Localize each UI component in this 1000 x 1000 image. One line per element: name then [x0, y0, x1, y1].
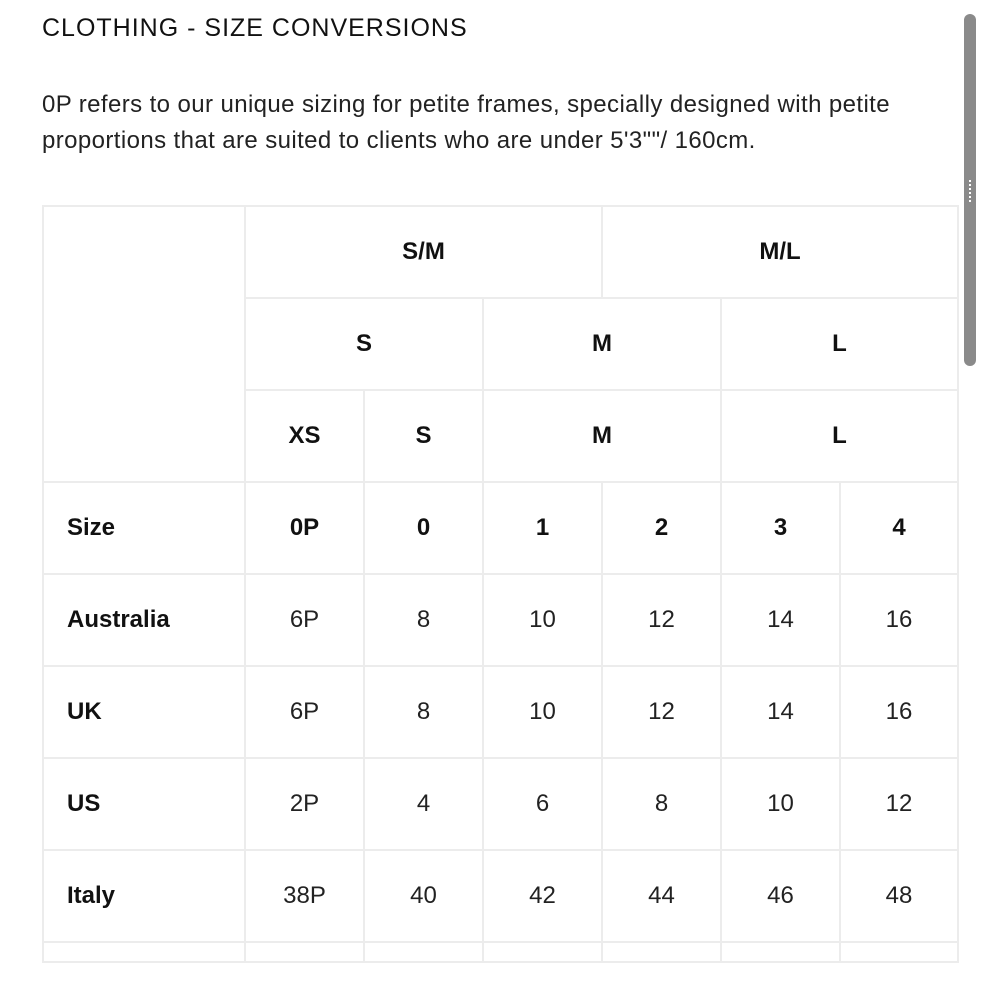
row-label: Size [43, 482, 245, 574]
corner-empty-cell [43, 206, 245, 482]
table-cell: 4 [364, 758, 483, 850]
table-cell: 12 [840, 758, 958, 850]
size-number-cell: 0 [364, 482, 483, 574]
size-number-cell: 3 [721, 482, 840, 574]
page-title: CLOTHING - SIZE CONVERSIONS [42, 14, 468, 42]
size-number-row [43, 482, 958, 574]
petite-sizing-description: 0P refers to our unique sizing for petite frames, specially designed with petite proportions that are suited to clients who are under 5'3""/ 160cm. [42, 91, 890, 154]
size-header-cell: L [721, 298, 958, 390]
group-header-cell: S/M [245, 206, 602, 298]
size-number-cell: 0P [245, 482, 364, 574]
group-header-row [43, 206, 958, 298]
size-subheader-cell: M [483, 390, 721, 482]
size-number-cell: 4 [840, 482, 958, 574]
size-subheader-cell: L [721, 390, 958, 482]
row-label: US [43, 758, 245, 850]
table-row-partial [43, 942, 958, 962]
table-cell: 2P [245, 758, 364, 850]
table-cell: 44 [602, 850, 721, 942]
table-row-italy [43, 850, 958, 942]
table-cell: 38P [245, 850, 364, 942]
table-cell: 10 [721, 758, 840, 850]
table-cell [245, 942, 364, 962]
table-cell: 48 [840, 850, 958, 942]
table-cell [483, 942, 602, 962]
table-row-us [43, 758, 958, 850]
row-label: Australia [43, 574, 245, 666]
table-row-uk [43, 666, 958, 758]
table-cell: 46 [721, 850, 840, 942]
table-cell [602, 942, 721, 962]
table-cell: 8 [602, 758, 721, 850]
table-cell: 6P [245, 666, 364, 758]
table-cell: 6P [245, 574, 364, 666]
table-cell: 14 [721, 666, 840, 758]
size-subheader-cell: XS [245, 390, 364, 482]
table-cell: 12 [602, 574, 721, 666]
table-cell: 14 [721, 574, 840, 666]
group-header-cell: M/L [602, 206, 958, 298]
size-number-cell: 1 [483, 482, 602, 574]
size-subheader-cell: S [364, 390, 483, 482]
table-cell: 10 [483, 574, 602, 666]
table-cell: 10 [483, 666, 602, 758]
table-cell: 8 [364, 574, 483, 666]
table-cell: 12 [602, 666, 721, 758]
table-cell [840, 942, 958, 962]
table-cell [721, 942, 840, 962]
size-header-cell: M [483, 298, 721, 390]
row-label: Italy [43, 850, 245, 942]
table-cell: 16 [840, 574, 958, 666]
size-number-cell: 2 [602, 482, 721, 574]
size-header-cell: S [245, 298, 483, 390]
table-cell: 42 [483, 850, 602, 942]
table-cell [43, 942, 245, 962]
vertical-scrollbar[interactable] [964, 14, 976, 994]
table-cell: 16 [840, 666, 958, 758]
table-row-australia [43, 574, 958, 666]
table-cell: 8 [364, 666, 483, 758]
grip-icon [969, 180, 971, 202]
table-cell [364, 942, 483, 962]
table-cell: 40 [364, 850, 483, 942]
row-label: UK [43, 666, 245, 758]
scrollbar-thumb[interactable] [964, 14, 976, 366]
table-cell: 6 [483, 758, 602, 850]
size-conversion-table [42, 205, 959, 963]
